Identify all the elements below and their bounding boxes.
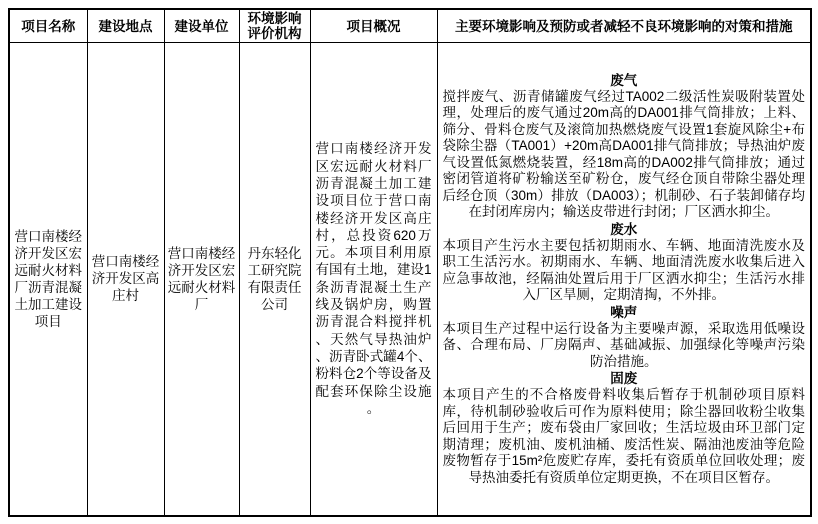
header-location: 建设地点	[87, 9, 164, 43]
measures-title-noise: 噪声	[610, 304, 638, 320]
cell-builder: 营口南楼经济开发区宏远耐火材料厂	[164, 43, 239, 516]
table-header-row	[9, 9, 811, 43]
measures-title-waste-gas: 废气	[610, 72, 638, 88]
overview-text: 营口南楼经济开发区宏远耐火材料厂沥青混凝土加工建设项目位于营口南楼经济开发区高庄村，总投资620万元。本项目利用原有国有土地，建设1条沥青混凝土生产线及锅炉房，购置沥青混合料搅拌机、天然气导热油炉、沥青卧式罐4个、粉料仓2个等设备及配套环保除尘设施。	[315, 141, 432, 416]
cell-overview	[310, 43, 437, 516]
measures-text-solid-waste: 本项目产生的不合格废骨料收集后暂存于机制砂项目原料库，待机制砂验收后可作为原料使用；除尘器回收粉尘收集后回用于生产；废布袋由厂家回收；生活垃圾由环卫部门定期清理；废机油、废机油桶、废活性炭、隔油池废油等危险废物暂存于15m²危废贮存库，委托有资质单位回收处理；废导热油委托有资质单位定期更换，不在项目区暂存。	[442, 387, 805, 485]
eia-notice-table	[8, 8, 812, 517]
measures-text-waste-gas: 搅拌废气、沥青储罐废气经过TA002二级活性炭吸附装置处理，处理后的废气通过20m高的DA001排气筒排放；上料、筛分、骨料仓废气及滚筒加热燃烧废气设置1套旋风除尘+布袋除尘器（TA001）+20m高DA001排气筒排放；导热油炉废气设置低氮燃烧装置，经18m高的DA002排气筒排放；通过密闭管道将矿粉输送至矿粉仓，废气经仓顶自带除尘器处理后经仓顶（30m）排放（DA003）；机制砂、石子装卸储存均在封闭库房内；输送皮带进行封闭；厂区洒水抑尘。	[442, 88, 805, 219]
measures-title-waste-water: 废水	[610, 221, 638, 237]
cell-location: 营口南楼经济开发区高庄村	[87, 43, 164, 516]
cell-measures	[437, 43, 811, 516]
header-builder: 建设单位	[164, 9, 239, 43]
measures-text-noise: 本项目生产过程中运行设备为主要噪声源，采取选用低噪设备、合理布局、厂房隔声、基础减振、加强绿化等噪声污染防治措施。	[442, 320, 805, 369]
measures-text-waste-water: 本项目产生污水主要包括初期雨水、车辆、地面清洗废水及职工生活污水。初期雨水、车辆、地面清洗废水收集后进入应急事故池，经隔油处置后用于厂区洒水抑尘；生活污水排入厂区旱厕，定期清掏，不外排。	[442, 237, 805, 302]
header-project-name: 项目名称	[9, 9, 87, 43]
table-row	[9, 43, 811, 516]
header-measures: 主要环境影响及预防或者减轻不良环境影响的对策和措施	[437, 9, 811, 43]
header-overview: 项目概况	[310, 9, 437, 43]
measures-title-solid-waste: 固废	[610, 371, 638, 386]
cell-eia-agency: 丹东轻化工研究院有限责任公司	[239, 43, 310, 516]
cell-project-name: 营口南楼经济开发区宏远耐火材料厂沥青混凝土加工建设项目	[9, 43, 87, 516]
header-eia-agency: 环境影响评价机构	[239, 9, 310, 43]
